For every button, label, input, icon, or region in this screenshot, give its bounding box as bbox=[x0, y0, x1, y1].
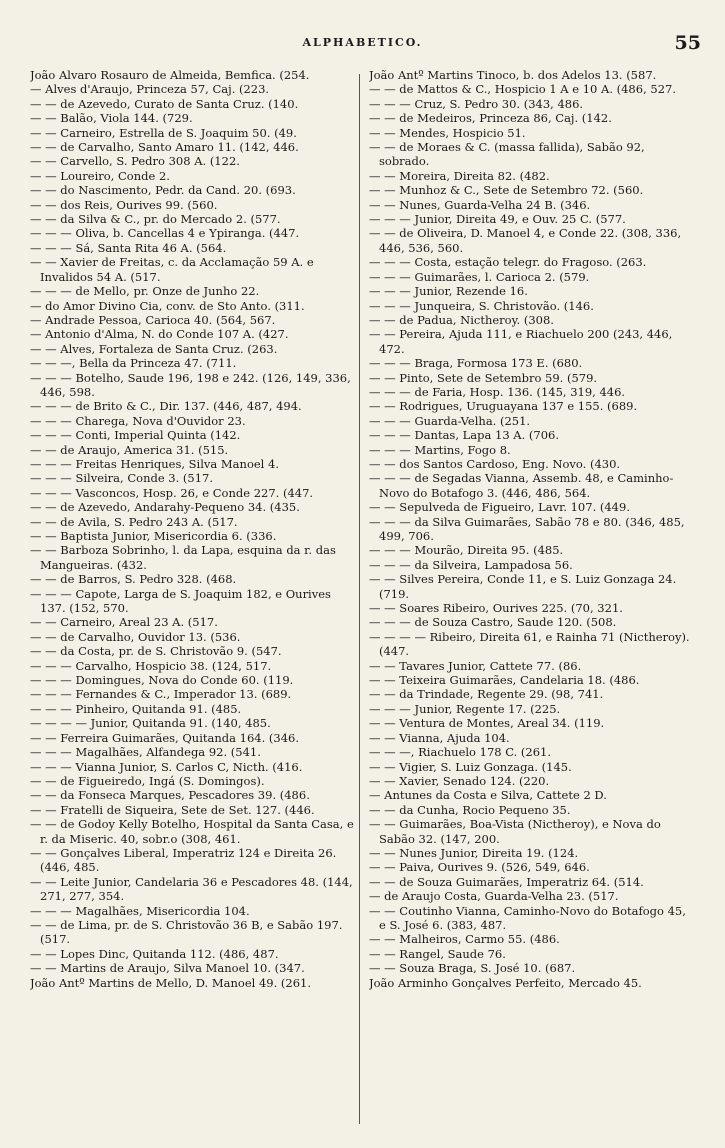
directory-entry: — — de Mattos & C., Hospicio 1 A e 10 A. (486, 527. bbox=[369, 82, 676, 97]
directory-entry: — — Mendes, Hospicio 51. bbox=[369, 125, 526, 140]
directory-entry: João Antº Martins Tinoco, b. dos Adelos 13. (587. bbox=[369, 68, 657, 82]
directory-entry: — — Ventura de Montes, Areal 34. (119. bbox=[369, 716, 605, 731]
directory-entry: — — — Costa, estação telegr. do Fragoso. (263. bbox=[369, 255, 647, 270]
directory-entry: — — de Azevedo, Andarahy-Pequeno 34. (435. bbox=[30, 500, 300, 515]
directory-entry: — — — de Souza Castro, Saude 120. (508. bbox=[369, 615, 617, 630]
directory-entry: — de Araujo Costa, Guarda-Velha 23. (517. bbox=[369, 889, 619, 904]
directory-entry: — — de Carvalho, Santo Amaro 11. (142, 446. bbox=[30, 140, 299, 155]
directory-entry: — — de Lima, pr. de S. Christovão 36 B, e Sabão 197. (517. bbox=[30, 917, 343, 947]
directory-entry: — — de Souza Guimarães, Imperatriz 64. (514. bbox=[369, 874, 644, 889]
directory-entry: — — — Mourão, Direita 95. (485. bbox=[369, 543, 564, 558]
page-header bbox=[0, 32, 725, 56]
directory-entry: — — Gonçalves Liberal, Imperatriz 124 e Direita 26. (446, 485. bbox=[30, 845, 337, 875]
directory-entry: — — —, Riachuelo 178 C. (261. bbox=[369, 745, 552, 760]
directory-entry: — — dos Santos Cardoso, Eng. Novo. (430. bbox=[369, 456, 621, 471]
left-column bbox=[30, 68, 356, 990]
directory-entry: — — Carneiro, Estrella de S. Joaquim 50. (49. bbox=[30, 125, 297, 140]
directory-entry: — — — — Junior, Quitanda 91. (140, 485. bbox=[30, 716, 271, 731]
directory-entry: — — — Vianna Junior, S. Carlos C, Nicth. (416. bbox=[30, 759, 303, 774]
directory-entry: — — da Cunha, Rocio Pequeno 35. bbox=[369, 802, 571, 817]
directory-entry: — — Leite Junior, Candelaria 36 e Pescadores 48. (144, 271, 277, 354. bbox=[30, 874, 353, 904]
directory-entry: — — Nunes Junior, Direita 19. (124. bbox=[369, 845, 579, 860]
directory-entry: — — Fratelli de Siqueira, Sete de Set. 127. (446. bbox=[30, 802, 315, 817]
directory-entry: — — Pereira, Ajuda 111, e Riachuelo 200 (243, 446, 472. bbox=[369, 327, 673, 356]
directory-entry: — — Carvello, S. Pedro 308 A. (122. bbox=[30, 154, 240, 169]
directory-entry: — do Amor Divino Cia, conv. de Sto Anto. (311. bbox=[30, 298, 305, 313]
running-title: ALPHABETICO. bbox=[302, 36, 423, 49]
directory-entry: — Antonio d'Alma, N. do Conde 107 A. (427. bbox=[30, 327, 289, 342]
directory-entry: — — Coutinho Vianna, Caminho-Novo do Botafogo 45, e S. José 6. (383, 487. bbox=[369, 903, 686, 932]
directory-entry: — — Vianna, Ajuda 104. bbox=[369, 730, 510, 745]
directory-entry: — — de Godoy Kelly Botelho, Hospital da Santa Casa, e r. da Miseric. 40, sobr.o (308, 461. bbox=[30, 817, 354, 846]
directory-entry: — — — Braga, Formosa 173 E. (680. bbox=[369, 356, 583, 371]
directory-entry: João Antº Martins de Mello, D. Manoel 49. (261. bbox=[30, 975, 312, 990]
directory-entry: — — Barboza Sobrinho, l. da Lapa, esquina da r. das Mangueiras. (432. bbox=[30, 543, 336, 572]
directory-entry: — — — Dantas, Lapa 13 A. (706. bbox=[369, 428, 560, 443]
directory-entry: — — Silves Pereira, Conde 11, e S. Luiz Gonzaga 24. (719. bbox=[369, 572, 677, 601]
directory-entry: — — — — Ribeiro, Direita 61, e Rainha 71 (Nictheroy). (447. bbox=[369, 629, 690, 659]
directory-entry: — — de Medeiros, Princeza 86, Caj. (142. bbox=[369, 111, 612, 126]
directory-entry: — — da Silva & C., pr. do Mercado 2. (577. bbox=[30, 212, 281, 227]
directory-entry: — — — Fernandes & C., Imperador 13. (689. bbox=[30, 687, 292, 702]
directory-entry: — — — Charega, Nova d'Ouvidor 23. bbox=[30, 413, 246, 428]
directory-entry: — — — de Brito & C., Dir. 137. (446, 487, 494. bbox=[30, 399, 302, 414]
directory-entry: — Antunes da Costa e Silva, Cattete 2 D. bbox=[369, 788, 607, 803]
directory-entry: — — — Carvalho, Hospicio 38. (124, 517. bbox=[30, 658, 272, 673]
directory-entry: — — Rangel, Saude 76. bbox=[369, 946, 506, 961]
directory-entry: — — de Avila, S. Pedro 243 A. (517. bbox=[30, 514, 238, 529]
directory-entry: — — — Sá, Santa Rita 46 A. (564. bbox=[30, 240, 227, 255]
directory-entry: — — Vigier, S. Luiz Gonzaga. (145. bbox=[369, 759, 572, 774]
directory-entry: — — dos Reis, Ourives 99. (560. bbox=[30, 197, 218, 212]
directory-entry: — — — Vasconcos, Hosp. 26, e Conde 227. (447. bbox=[30, 485, 314, 500]
directory-entry: João Alvaro Rosauro de Almeida, Bemfica. (254. bbox=[30, 68, 310, 82]
directory-entry: — — Souza Braga, S. José 10. (687. bbox=[369, 961, 576, 976]
directory-entry: — — Malheiros, Carmo 55. (486. bbox=[369, 932, 560, 947]
directory-entry: — — de Azevedo, Curato de Santa Cruz. (140. bbox=[30, 96, 299, 111]
directory-entry: — — Moreira, Direita 82. (482. bbox=[369, 168, 550, 183]
directory-entry: — — de Oliveira, D. Manoel 4, e Conde 22. (308, 336, 446, 536, 560. bbox=[369, 226, 682, 255]
directory-entry: — — — Junqueira, S. Christovão. (146. bbox=[369, 298, 594, 313]
directory-entry: — — Xavier, Senado 124. (220. bbox=[369, 773, 550, 788]
directory-entry: — — — de Segadas Vianna, Assemb. 48, e Caminho-Novo do Botafogo 3. (446, 486, 564. bbox=[369, 471, 674, 500]
directory-entry: — — de Carvalho, Ouvidor 13. (536. bbox=[30, 629, 241, 644]
directory-entry: — — — Junior, Regente 17. (225. bbox=[369, 701, 561, 716]
directory-entry: — — Guimarães, Boa-Vista (Nictheroy), e Nova do Sabão 32. (147, 200. bbox=[369, 817, 661, 846]
directory-entry: — — — Junior, Rezende 16. bbox=[369, 284, 528, 299]
directory-entry: — — — Oliva, b. Cancellas 4 e Ypiranga. (447. bbox=[30, 226, 300, 241]
directory-entry: — Alves d'Araujo, Princeza 57, Caj. (223. bbox=[30, 82, 270, 97]
directory-entry: — — de Moraes & C. (massa fallida), Sabão 92, sobrado. bbox=[369, 140, 645, 169]
column-divider bbox=[359, 74, 360, 1124]
directory-entry: — — Alves, Fortaleza de Santa Cruz. (263. bbox=[30, 341, 278, 356]
directory-entry: — — Loureiro, Conde 2. bbox=[30, 168, 170, 183]
directory-entry: — — Paiva, Ourives 9. (526, 549, 646. bbox=[369, 860, 590, 875]
directory-entry: — — — Magalhães, Misericordia 104. bbox=[30, 903, 250, 918]
directory-entry: — — da Costa, pr. de S. Christovão 9. (547. bbox=[30, 644, 282, 659]
directory-entry: — — Tavares Junior, Cattete 77. (86. bbox=[369, 658, 582, 673]
directory-entry: — — — Domingues, Nova do Conde 60. (119. bbox=[30, 673, 294, 688]
directory-entry: — — — Pinheiro, Quitanda 91. (485. bbox=[30, 701, 242, 716]
directory-entry: — — — da Silva Guimarães, Sabão 78 e 80. (346, 485, 499, 706. bbox=[369, 514, 685, 543]
directory-entry: — — — Conti, Imperial Quinta (142. bbox=[30, 428, 241, 443]
directory-entry: — — Carneiro, Areal 23 A. (517. bbox=[30, 615, 218, 630]
directory-entry: — — — Martins, Fogo 8. bbox=[369, 442, 511, 457]
directory-entry: — — Sepulveda de Figueiro, Lavr. 107. (449. bbox=[369, 500, 630, 515]
directory-entry: — — — Guimarães, l. Carioca 2. (579. bbox=[369, 269, 590, 284]
directory-entry: — — Teixeira Guimarães, Candelaria 18. (486. bbox=[369, 673, 640, 688]
directory-entry: — — — da Silveira, Lampadosa 56. bbox=[369, 557, 573, 572]
directory-entry: — — de Padua, Nictheroy. (308. bbox=[369, 312, 554, 327]
directory-entry: — — Baptista Junior, Misericordia 6. (336. bbox=[30, 529, 277, 543]
directory-entry: — — Xavier de Freitas, c. da Acclamação 59 A. e Invalidos 54 A. (517. bbox=[30, 255, 314, 284]
directory-entry: — — Pinto, Sete de Setembro 59. (579. bbox=[369, 370, 598, 385]
directory-entry: — — — Cruz, S. Pedro 30. (343, 486. bbox=[369, 96, 584, 111]
directory-entry: — — — Guarda-Velha. (251. bbox=[369, 413, 531, 428]
directory-entry: — — da Trindade, Regente 29. (98, 741. bbox=[369, 687, 604, 702]
directory-entry: — — de Barros, S. Pedro 328. (468. bbox=[30, 572, 237, 587]
directory-entry: — — —, Bella da Princeza 47. (711. bbox=[30, 356, 237, 371]
directory-entry: — — Lopes Dinc, Quitanda 112. (486, 487. bbox=[30, 946, 279, 961]
directory-entry: João Arminho Gonçalves Perfeito, Mercado 45. bbox=[369, 975, 642, 990]
directory-entry: — — Soares Ribeiro, Ourives 225. (70, 321. bbox=[369, 601, 623, 616]
directory-entry: — — do Nascimento, Pedr. da Cand. 20. (693. bbox=[30, 183, 296, 198]
directory-entry: — — — de Faria, Hosp. 136. (145, 319, 446. bbox=[369, 384, 626, 399]
directory-entry: — — — Capote, Larga de S. Joaquim 182, e Ourives 137. (152, 570. bbox=[30, 586, 331, 616]
directory-entry: — — — de Mello, pr. Onze de Junho 22. bbox=[30, 284, 260, 299]
directory-entry: — — Ferreira Guimarães, Quitanda 164. (346. bbox=[30, 730, 299, 745]
directory-entry: — — de Figueiredo, Ingá (S. Domingos). bbox=[30, 773, 265, 788]
directory-entry: — — — Botelho, Saude 196, 198 e 242. (126, 149, 336, 446, 598. bbox=[30, 370, 351, 399]
page-number: 55 bbox=[674, 32, 701, 54]
directory-entry: — — Nunes, Guarda-Velha 24 B. (346. bbox=[369, 197, 591, 212]
directory-entry: — — — Silveira, Conde 3. (517. bbox=[30, 471, 214, 486]
directory-entry: — — — Freitas Henriques, Silva Manoel 4. bbox=[30, 456, 279, 471]
directory-entry: — — de Araujo, America 31. (515. bbox=[30, 442, 229, 457]
directory-entry: — — Rodrigues, Uruguayana 137 e 155. (689. bbox=[369, 399, 638, 414]
directory-entry: — — — Magalhães, Alfandega 92. (541. bbox=[30, 745, 261, 760]
directory-entry: — — — Junior, Direita 49, e Ouv. 25 C. (577. bbox=[369, 212, 626, 227]
directory-entry: — — Balão, Viola 144. (729. bbox=[30, 111, 193, 126]
directory-entry: — — Martins de Araujo, Silva Manoel 10. (347. bbox=[30, 961, 305, 976]
directory-entry: — — da Fonseca Marques, Pescadores 39. (486. bbox=[30, 788, 310, 803]
directory-entry: — Andrade Pessoa, Carioca 40. (564, 567. bbox=[30, 312, 276, 327]
right-column bbox=[369, 68, 695, 990]
directory-entry: — — Munhoz & C., Sete de Setembro 72. (560. bbox=[369, 183, 644, 198]
